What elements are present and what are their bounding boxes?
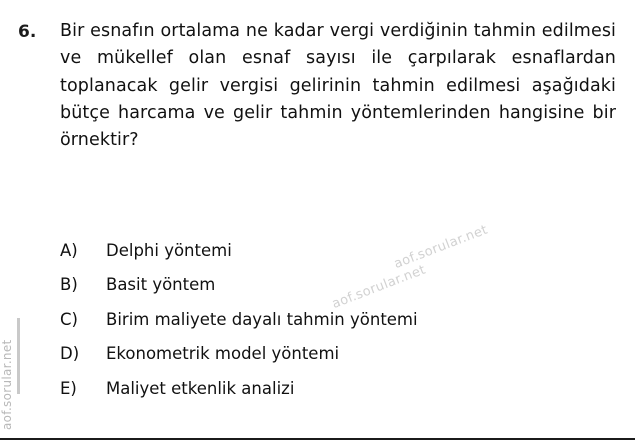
option-c[interactable] (60, 309, 605, 330)
option-b-label: B) (60, 275, 78, 295)
option-a[interactable] (60, 240, 605, 261)
question-number: 6. (18, 22, 37, 42)
option-b[interactable] (60, 274, 605, 295)
option-b-text: Basit yöntem (106, 275, 216, 295)
option-c-label: C) (60, 309, 78, 329)
diagonal-watermark-1: aof.sorular.net (392, 222, 490, 273)
option-d-text: Ekonometrik model yöntemi (106, 344, 340, 364)
question-stem: Bir esnafın ortalama ne kadar vergi verdiğinin tahmin edilmesi ve mükellef olan esnaf sayısı ile çarpılarak esnaflardan toplanacak gelir vergisi gelirinin tahmin edilmesi aşağıdaki bütçe harcama ve gelir tahmin yöntemlerinden hangisine bir örnektir? (60, 21, 616, 151)
option-d[interactable] (60, 343, 605, 364)
options-list (60, 240, 605, 412)
diagonal-watermark-2: aof.sorular.net (330, 262, 428, 313)
option-e[interactable] (60, 378, 605, 399)
option-e-label: E) (60, 378, 77, 398)
option-c-text: Birim maliyete dayalı tahmin yöntemi (106, 309, 418, 329)
option-e-text: Maliyet etkenlik analizi (106, 378, 295, 398)
option-a-text: Delphi yöntemi (106, 241, 232, 260)
option-a-label: A) (60, 241, 78, 260)
option-d-label: D) (60, 344, 80, 364)
side-watermark: aof.sorular.net (0, 339, 14, 430)
